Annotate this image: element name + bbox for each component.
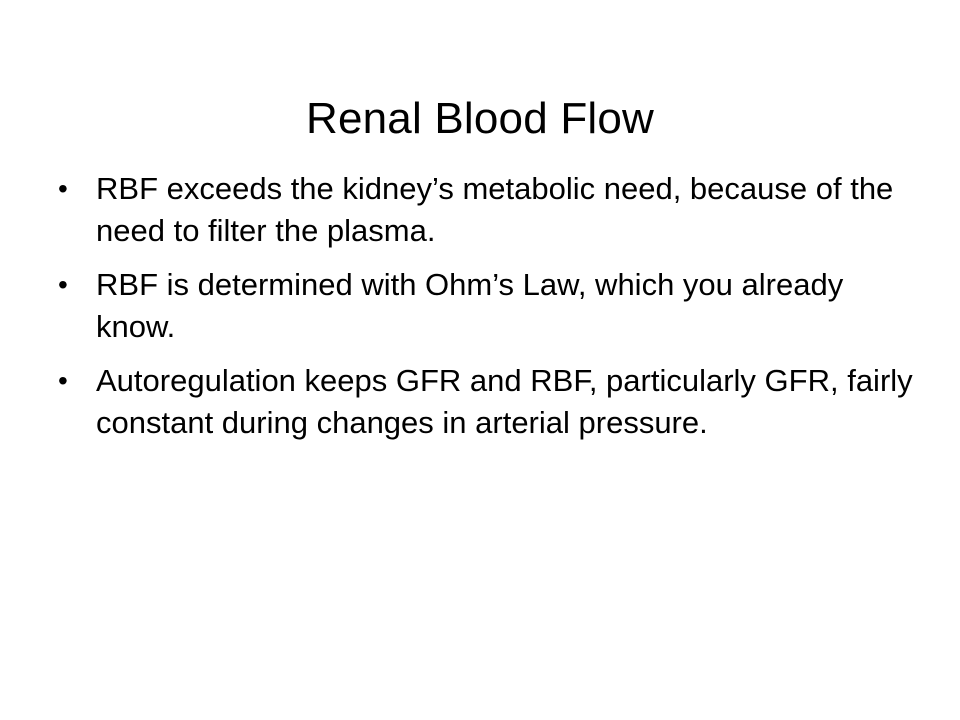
bullet-text: Autoregulation keeps GFR and RBF, particularly GFR, fairly constant during changes in arterial pressure. <box>96 363 913 440</box>
bullet-item-rbf-exceeds-need <box>58 168 918 252</box>
bullet-marker-icon: • <box>58 173 68 204</box>
bullet-list <box>58 168 918 456</box>
bullet-marker-icon: • <box>58 365 68 396</box>
bullet-marker-icon: • <box>58 269 68 300</box>
bullet-item-ohms-law <box>58 264 918 348</box>
slide-title: Renal Blood Flow <box>305 94 655 144</box>
bullet-text: RBF is determined with Ohm’s Law, which you already know. <box>96 267 844 344</box>
bullet-text: RBF exceeds the kidney’s metabolic need, because of the need to filter the plasma. <box>96 171 894 248</box>
bullet-item-autoregulation <box>58 360 918 444</box>
